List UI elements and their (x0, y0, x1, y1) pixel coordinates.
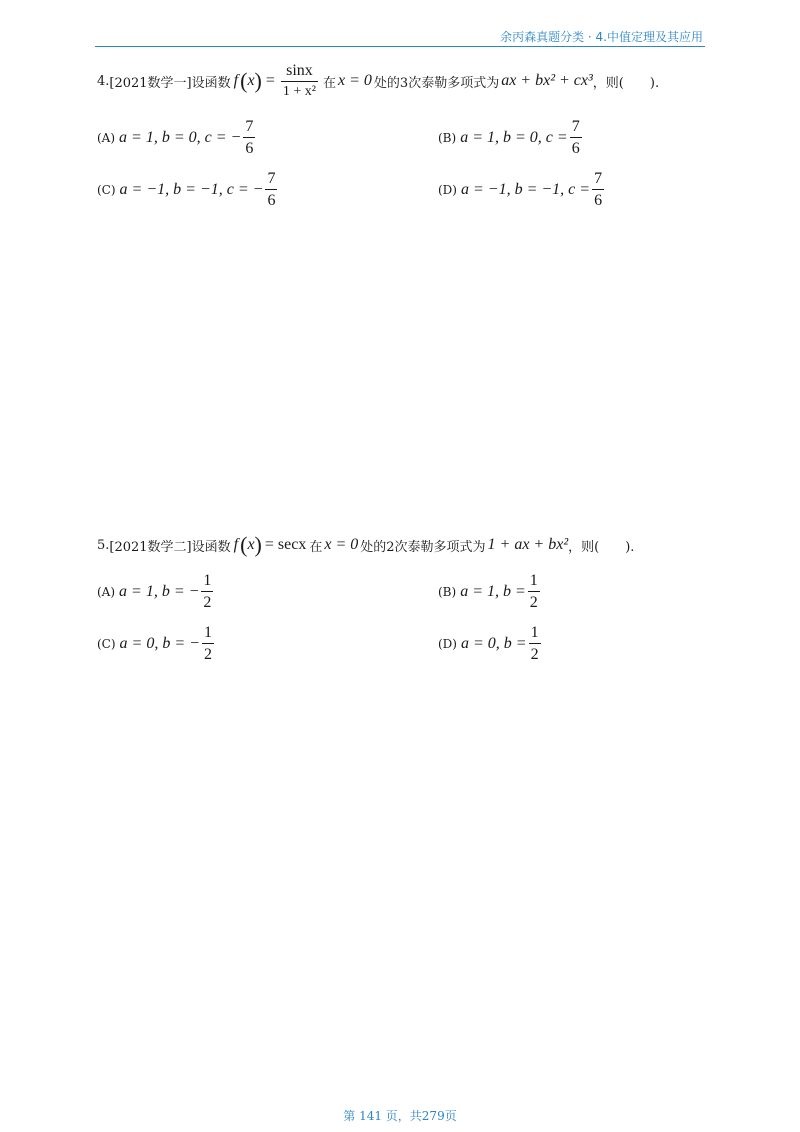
q5-func-rhs: = secx (264, 536, 307, 553)
q4-option-c (97, 170, 279, 210)
fraction-num: 7 (594, 170, 603, 187)
option-expr: a = 0, b = − (119, 635, 200, 652)
fraction-den: 2 (529, 643, 541, 664)
option-label: (A) (97, 131, 116, 145)
q5-stem-post: 处的2次泰勒多项式为 (360, 539, 486, 555)
q4-tag: [2021数学一] (109, 75, 192, 91)
option-expr: a = 1, b = 0, c = − (119, 129, 242, 146)
q4-option-b (438, 118, 584, 158)
option-label: (B) (438, 585, 457, 599)
q4-option-d (438, 170, 606, 210)
fraction-den: 2 (202, 643, 214, 664)
fraction-den: 6 (592, 189, 604, 210)
q5-option-d (438, 624, 543, 664)
q4-stem-mid: 在 (323, 75, 337, 91)
option-fraction (529, 624, 541, 664)
q4-condition: x = 0 (338, 72, 372, 89)
q5-option-b (438, 572, 542, 612)
fraction-num: 1 (529, 572, 538, 589)
page-footer: 第 141 页，共279页 (343, 1109, 457, 1123)
option-fraction (570, 118, 582, 158)
option-fraction (201, 572, 213, 612)
fraction-num: 7 (571, 118, 580, 135)
option-expr: a = 1, b = 0, c = (460, 129, 568, 146)
q5-option-c (97, 624, 216, 664)
option-fraction (592, 170, 604, 210)
option-label: (D) (438, 637, 457, 651)
option-fraction (528, 572, 540, 612)
option-label: (C) (97, 637, 116, 651)
option-expr: a = 0, b = (460, 635, 527, 652)
option-fraction (265, 170, 277, 210)
q4-function-fraction (281, 62, 318, 100)
fraction-num: 1 (203, 624, 212, 641)
q5-option-a (97, 572, 215, 612)
fraction-num: 1 (203, 572, 212, 589)
option-label: (B) (438, 131, 457, 145)
option-label: (C) (97, 183, 116, 197)
fraction-num: 7 (267, 170, 276, 187)
option-expr: a = −1, b = −1, c = (460, 181, 591, 198)
q4-stem-post: 处的3次泰勒多项式为 (373, 75, 500, 91)
option-expr: a = 1, b = (460, 583, 526, 600)
q5-function: f ( x ) = secx (233, 532, 307, 557)
q4-polynomial: ax + bx² + cx³ (501, 72, 593, 89)
q5-stem-mid: 在 (309, 539, 323, 555)
q4-stem-pre: 设函数 (191, 75, 231, 91)
q4-stem-end: ，则( ). (592, 75, 660, 91)
header-title: 余丙森真题分类 · 4.中值定理及其应用 (500, 30, 703, 44)
q4-function: f ( x ) = $\frac{\sin x}{\text{1 + x²}}$ (233, 62, 316, 99)
option-expr: a = −1, b = −1, c = − (119, 181, 264, 198)
fraction-den: 2 (201, 591, 213, 612)
fraction-den: 6 (570, 137, 582, 158)
page-header (95, 27, 705, 47)
q4-number: 4. (97, 73, 110, 89)
option-label: (D) (438, 183, 457, 197)
q5-number: 5. (97, 537, 110, 553)
q4-option-a (97, 118, 257, 158)
fraction-den: 6 (243, 137, 255, 158)
option-fraction (202, 624, 214, 664)
option-label: (A) (97, 585, 116, 599)
q4-func-num: sinx (286, 62, 313, 79)
q4-func-den: 1 + x² (281, 81, 318, 100)
q5-tag: [2021数学二] (109, 539, 192, 555)
q5-polynomial: 1 + ax + bx² (487, 536, 569, 553)
q5-condition: x = 0 (324, 536, 359, 553)
q5-stem-pre: 设函数 (191, 539, 231, 555)
fraction-num: 1 (530, 624, 539, 641)
fraction-num: 7 (245, 118, 254, 135)
q5-stem-end: ，则( ). (568, 539, 635, 555)
question-4 (97, 62, 659, 100)
fraction-den: 2 (528, 591, 540, 612)
fraction-den: 6 (265, 189, 277, 210)
option-fraction (243, 118, 255, 158)
option-expr: a = 1, b = − (119, 583, 200, 600)
question-5 (97, 534, 634, 556)
